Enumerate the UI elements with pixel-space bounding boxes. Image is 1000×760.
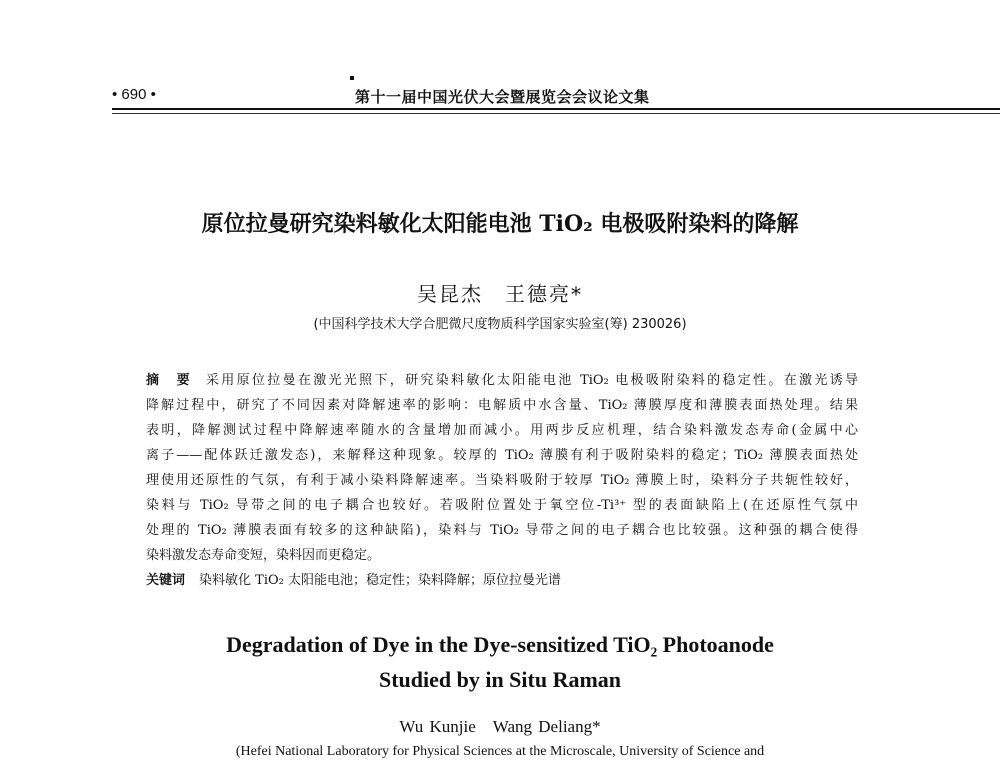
abstract-line: 降解过程中，研究了不同因素对降解速率的影响：电解质中水含量、TiO₂ 薄膜厚度和薄膜表面热处理。结果 bbox=[146, 398, 858, 413]
abstract-line: 染料与 TiO₂ 导带之间的电子耦合也较好。若吸附位置处于氧空位-Ti³⁺ 型的表面缺陷上(在还原性气氛中 bbox=[146, 498, 858, 513]
abstract-line: 表明，降解测试过程中降解速率随水的含量增加而减小。用两步反应机理，结合染料激发态寿命(金属中心 bbox=[146, 423, 858, 438]
authors-cn: 吴昆杰 王德亮* bbox=[417, 282, 583, 306]
header-rule bbox=[112, 108, 1000, 110]
header-rule-thin bbox=[112, 113, 1000, 114]
page-number: • 690 • bbox=[112, 86, 156, 103]
abstract-line bbox=[146, 369, 858, 388]
keywords-label: 关键词 bbox=[146, 573, 186, 588]
paper-title-en-line2: Studied by in Situ Raman bbox=[378, 667, 622, 692]
keywords-line bbox=[146, 569, 858, 588]
abstract-text: 采用原位拉曼在激光光照下，研究染料敏化太阳能电池 TiO₂ 电极吸附染料的稳定性。在激光诱导 bbox=[205, 373, 858, 388]
abstract-line: 处理的 TiO₂ 薄膜表面有较多的这种缺陷)，染料与 TiO₂ 导带之间的电子耦合也比较强。这种强的耦合使得 bbox=[146, 523, 858, 538]
running-header: 第十一届中国光伏大会暨展览会会议论文集 bbox=[355, 88, 650, 106]
abstract-line: 理使用还原性的气氛，有利于减小染料降解速率。当染料吸附于较厚 TiO₂ 薄膜上时，染料分子共轭性较好， bbox=[146, 473, 858, 488]
keywords-text: 染料敏化 TiO₂ 太阳能电池；稳定性；染料降解；原位拉曼光谱 bbox=[199, 573, 561, 588]
affiliation-en: (Hefei National Laboratory for Physical Sciences at the Microscale, University of Science and bbox=[235, 744, 765, 759]
scan-speck bbox=[350, 76, 354, 80]
abstract-line: 离子——配体跃迁激发态)，来解释这种现象。较厚的 TiO₂ 薄膜有利于吸附染料的稳定；TiO₂ 薄膜表面热处 bbox=[146, 448, 858, 463]
paper-title-en-line1: Degradation of Dye in the Dye-sensitized TiO₂ Photoanode bbox=[226, 632, 774, 657]
authors-en: Wu Kunjie Wang Deliang* bbox=[399, 717, 601, 736]
affiliation-cn: (中国科学技术大学合肥微尺度物质科学国家实验室(筹) 230026) bbox=[313, 317, 687, 332]
paper-title-cn: 原位拉曼研究染料敏化太阳能电池 TiO₂ 电极吸附染料的降解 bbox=[201, 211, 799, 237]
abstract-line: 染料激发态寿命变短，染料因而更稳定。 bbox=[146, 548, 381, 563]
abstract-label: 摘 要 bbox=[146, 373, 192, 388]
